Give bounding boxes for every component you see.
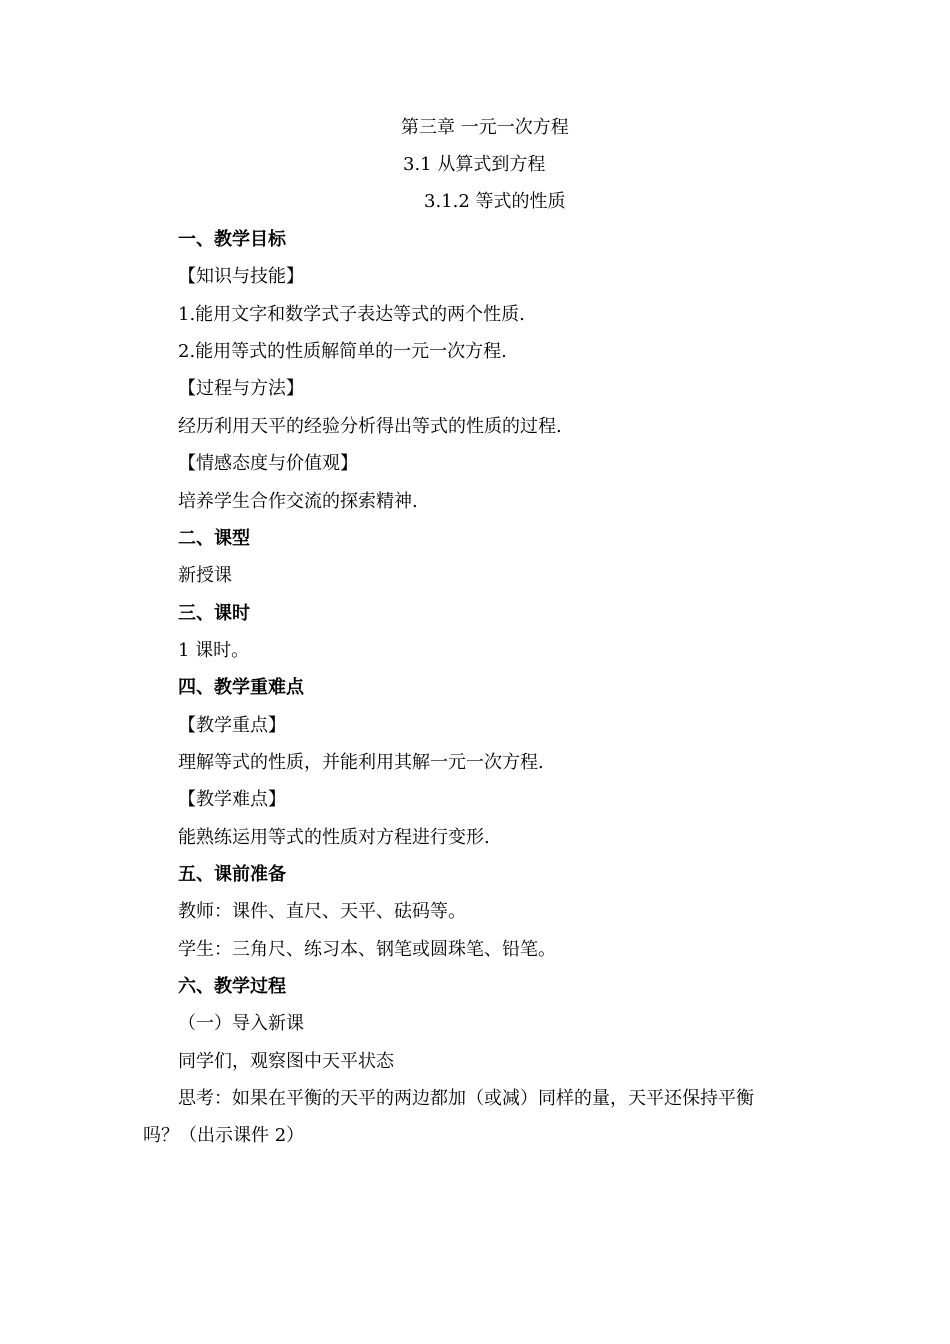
heading-class-hours: 三、课时 [178,603,250,624]
knowledge-item-1: 1.能用文字和数学式子表达等式的两个性质. [178,304,525,325]
label-key-points: 【教学重点】 [178,715,286,736]
heading-preparation: 五、课前准备 [178,864,286,885]
label-difficult-points: 【教学难点】 [178,789,286,810]
teacher-preparation: 教师：课件、直尺、天平、砝码等。 [178,901,466,922]
lesson-type-text: 新授课 [178,565,232,586]
label-knowledge-skills: 【知识与技能】 [178,266,304,287]
chapter-title: 第三章 一元一次方程 [401,117,569,138]
section-title: 3.1 从算式到方程 [403,154,546,175]
student-preparation: 学生：三角尺、练习本、钢笔或圆珠笔、铅笔。 [178,939,556,960]
emotion-text: 培养学生合作交流的探索精神. [178,491,418,512]
process-text: 经历利用天平的经验分析得出等式的性质的过程. [178,416,562,437]
heading-key-difficult-points: 四、教学重难点 [178,677,304,698]
heading-teaching-process: 六、教学过程 [178,976,286,997]
part-1-introduction: （一）导入新课 [178,1013,304,1034]
class-hours-text: 1 课时。 [178,640,250,661]
think-text-line-1: 思考：如果在平衡的天平的两边都加（或减）同样的量，天平还保持平衡 [178,1088,754,1109]
heading-lesson-type: 二、课型 [178,528,250,549]
think-text-line-2: 吗？（出示课件 2） [143,1125,305,1146]
knowledge-item-2: 2.能用等式的性质解简单的一元一次方程. [178,341,507,362]
label-emotion-values: 【情感态度与价值观】 [178,453,358,474]
observe-text: 同学们，观察图中天平状态 [178,1051,394,1072]
subsection-title: 3.1.2 等式的性质 [424,191,566,212]
label-process-method: 【过程与方法】 [178,378,304,399]
key-points-text: 理解等式的性质，并能利用其解一元一次方程. [178,752,544,773]
heading-teaching-goals: 一、教学目标 [178,229,286,250]
difficult-points-text: 能熟练运用等式的性质对方程进行变形. [178,827,490,848]
